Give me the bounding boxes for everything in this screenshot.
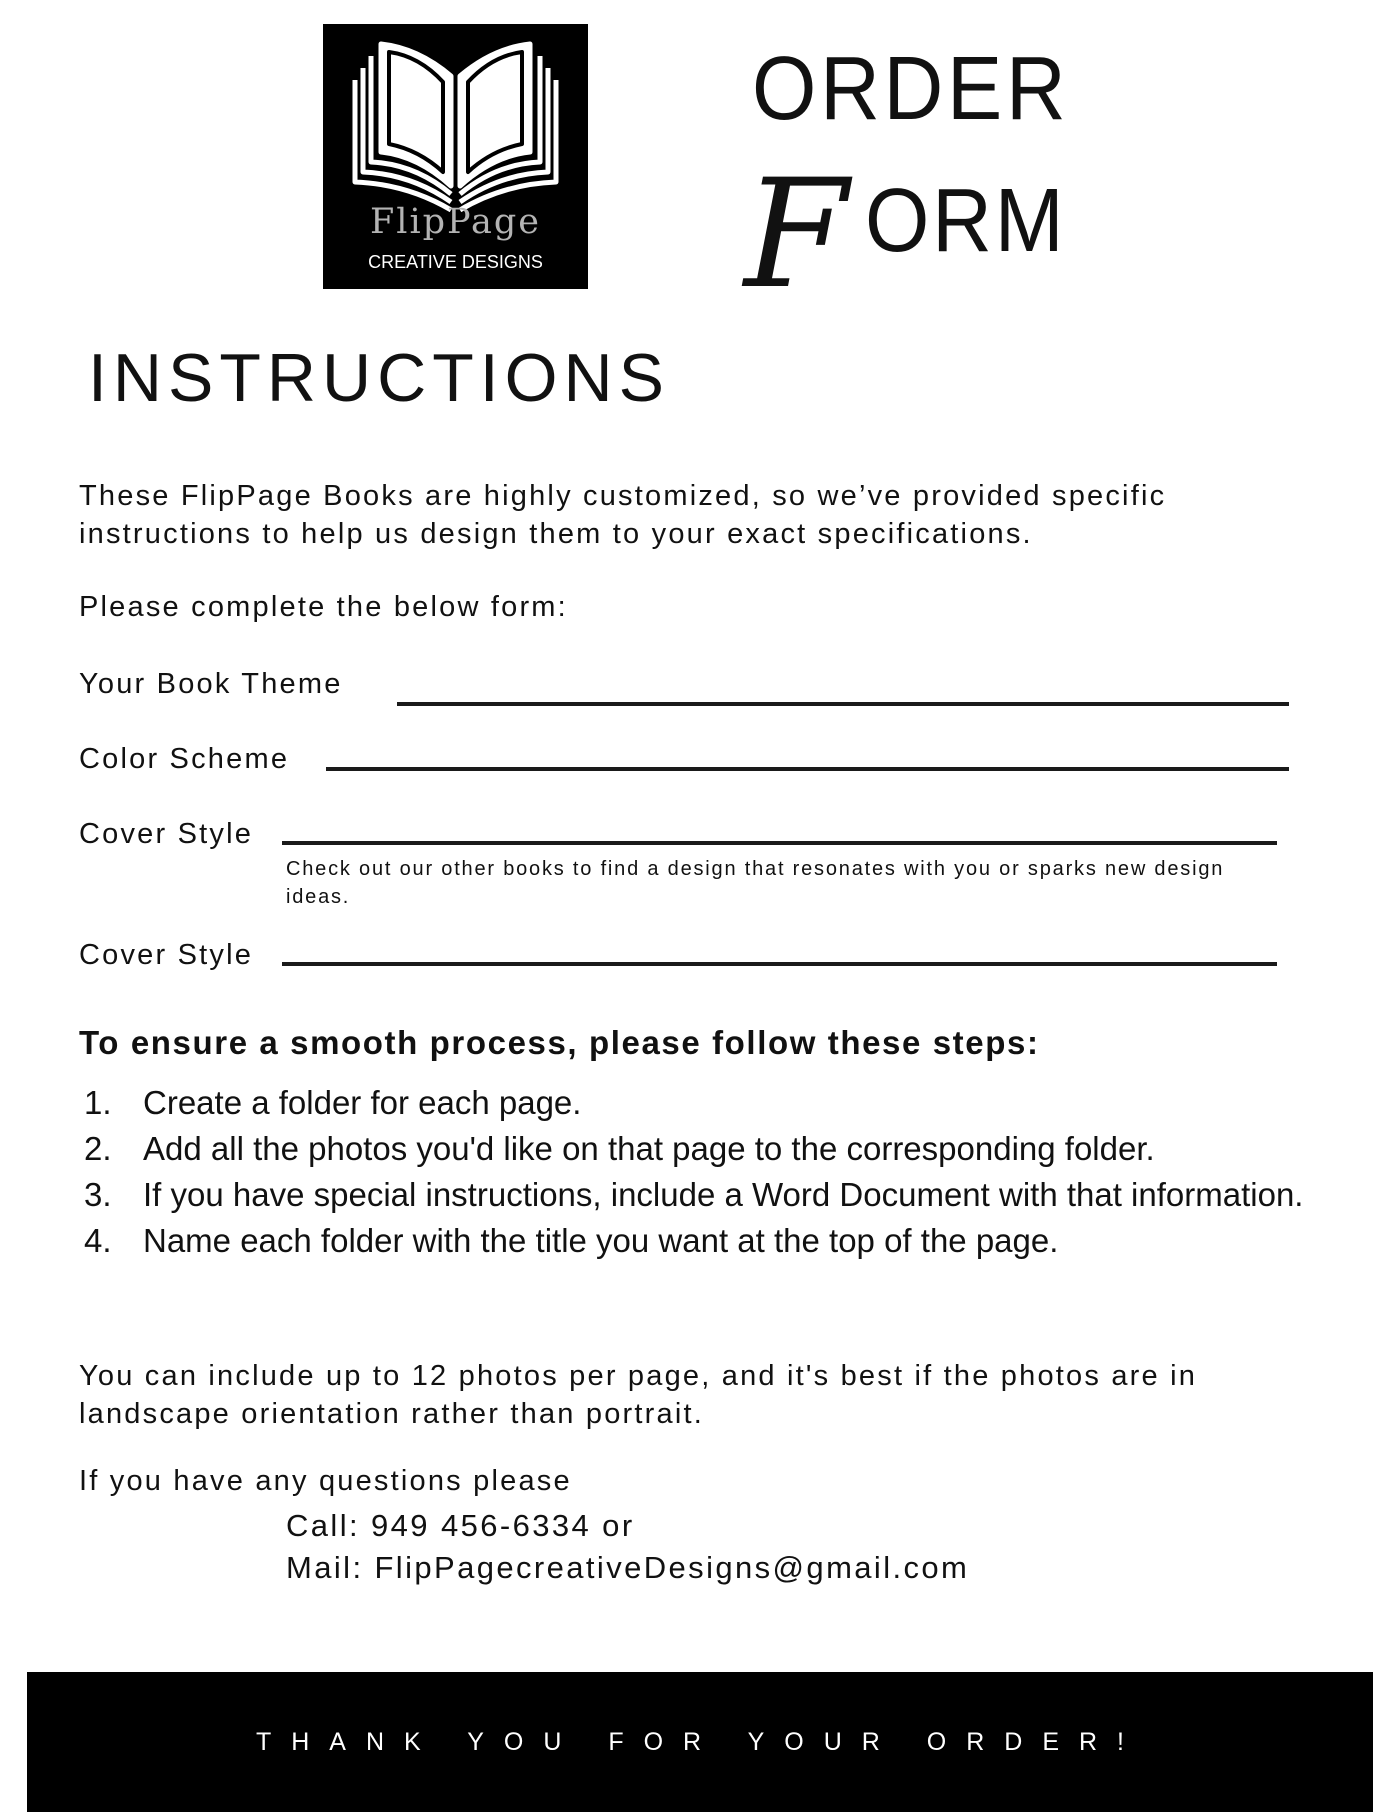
cover-style-label-2: Cover Style <box>79 939 254 971</box>
brand-logo <box>323 24 588 289</box>
cover-style-note: Check out our other books to find a design that resonates with you or sparks new design ideas. <box>286 858 1225 908</box>
cover-style-label: Cover Style <box>79 818 254 850</box>
step-number: 4. <box>84 1222 112 1259</box>
steps-heading: To ensure a smooth process, please follow these steps: <box>79 1024 1040 1061</box>
logo-brand-name: FlipPage <box>369 202 542 242</box>
step-text: If you have special instructions, include a Word Document with that information. <box>143 1176 1304 1213</box>
form-prompt: Please complete the below form: <box>79 591 568 623</box>
title-form-rest: ORM <box>865 171 1067 271</box>
step-text: Add all the photos you'd like on that page to the corresponding folder. <box>143 1130 1155 1167</box>
title-form-initial: F <box>744 148 849 322</box>
footer-band <box>27 1672 1373 1812</box>
list-item <box>79 1172 1349 1218</box>
step-number: 3. <box>84 1176 112 1213</box>
contact-phone: Call: 949 456-6334 or <box>286 1508 635 1543</box>
contact-lead: If you have any questions please <box>79 1465 572 1497</box>
contact-email: Mail: FlipPagecreativeDesigns@gmail.com <box>286 1550 970 1585</box>
steps-list <box>79 1080 1349 1264</box>
list-item <box>79 1218 1349 1264</box>
intro-paragraph: These FlipPage Books are highly customized, so we’ve provided specific instructions to help us design them to your exact specifications. <box>79 480 1167 550</box>
footer-thank-you: THANK YOU FOR YOUR ORDER! <box>255 1728 1144 1756</box>
step-number: 2. <box>84 1130 112 1167</box>
title-order: ORDER <box>752 39 1070 139</box>
photo-note: You can include up to 12 photos per page, and it's best if the photos are in landscape orientation rather than portrait. <box>79 1360 1198 1430</box>
step-text: Create a folder for each page. <box>143 1084 582 1121</box>
book-theme-label: Your Book Theme <box>79 668 343 700</box>
list-item <box>79 1126 1349 1172</box>
logo-tagline: CREATIVE DESIGNS <box>368 252 543 272</box>
open-book-icon <box>323 24 588 224</box>
step-text: Name each folder with the title you want at the top of the page. <box>143 1222 1059 1259</box>
cover-style-field[interactable] <box>282 841 1277 845</box>
instructions-heading: INSTRUCTIONS <box>88 340 670 416</box>
step-number: 1. <box>84 1084 112 1121</box>
color-scheme-label: Color Scheme <box>79 743 290 775</box>
list-item <box>79 1080 1349 1126</box>
book-theme-field[interactable] <box>397 702 1289 706</box>
cover-style-field-2[interactable] <box>282 962 1277 966</box>
color-scheme-field[interactable] <box>326 767 1289 771</box>
